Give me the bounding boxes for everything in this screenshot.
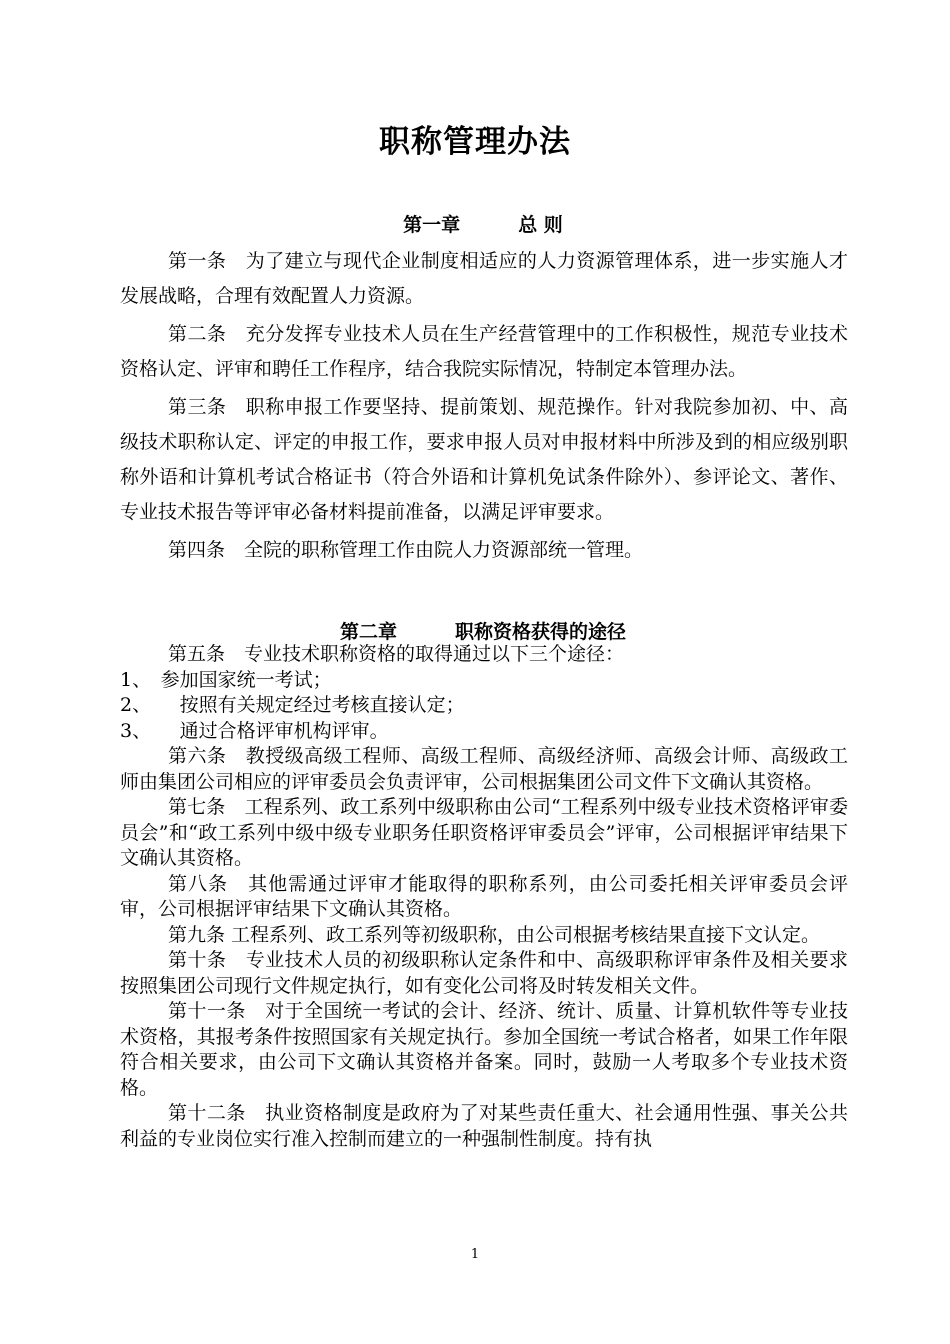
article-3: 第三条 职称申报工作要坚持、提前策划、规范操作。针对我院参加初、中、高级技术职称认定、评定的申报工作，要求申报人员对申报材料中所涉及到的相应级别职称外语和计算机考试合格证书（符合外语和计算机免试条件除外）、参评论文、著作、专业技术报告等评审必备材料提前准备，以满足评审要求。: [120, 396, 848, 523]
article-9: 第九条 工程系列、政工系列等初级职称，由公司根据考核结果直接下文认定。: [168, 923, 821, 946]
chapter-2-number: 第二章: [339, 621, 397, 643]
page-number: 1: [470, 1247, 480, 1262]
chapter-2-body: [120, 642, 848, 1152]
document-title: 职称管理办法: [379, 124, 571, 160]
article-6: 第六条 教授级高级工程师、高级工程师、高级经济师、高级会计师、高级政工师由集团公司相应的评审委员会负责评审，公司根据集团公司文件下文确认其资格。: [120, 745, 848, 793]
article-4: 第四条 全院的职称管理工作由院人力资源部统一管理。: [168, 539, 644, 561]
chapter-2-name: 职称资格获得的途径: [455, 621, 627, 643]
article-5: 第五条 专业技术职称资格的取得通过以下三个途径：: [168, 643, 625, 665]
route-item-2: 2、 按照有关规定经过考核直接认定；: [120, 694, 465, 716]
article-10: 第十条 专业技术人员的初级职称认定条件和中、高级职称评审条件及相关要求按照集团公司现行文件规定执行，如有变化公司将及时转发相关文件。: [120, 949, 848, 997]
article-1: 第一条 为了建立与现代企业制度相适应的人力资源管理体系，进一步实施人才发展战略，合理有效配置人力资源。: [120, 250, 848, 307]
article-2: 第二条 充分发挥专业技术人员在生产经营管理中的工作积极性，规范专业技术资格认定、评审和聘任工作程序，结合我院实际情况，特制定本管理办法。: [120, 323, 848, 380]
chapter-1-body: [120, 244, 848, 571]
article-11: 第十一条 对于全国统一考试的会计、经济、统计、质量、计算机软件等专业技术资格，其报考条件按照国家有关规定执行。参加全国统一考试合格者，如果工作年限符合相关要求，由公司下文确认其资格并备案。同时，鼓励一人考取多个专业技术资格。: [120, 1000, 848, 1099]
article-8: 第八条 其他需通过评审才能取得的职称系列，由公司委托相关评审委员会评审，公司根据评审结果下文确认其资格。: [120, 872, 848, 920]
article-7: 第七条 工程系列、政工系列中级职称由公司“工程系列中级专业技术资格评审委员会”和“政工系列中级中级专业职务任职资格评审委员会”评审，公司根据评审结果下文确认其资格。: [120, 796, 848, 869]
chapter-1-name: 总 则: [518, 214, 563, 236]
chapter-1-heading: [118, 211, 848, 239]
route-item-3: 3、 通过合格评审机构评审。: [120, 719, 389, 742]
chapter-1-number: 第一章: [403, 214, 461, 236]
route-item-1: 1、 参加国家统一考试；: [120, 668, 332, 691]
article-12: 第十二条 执业资格制度是政府为了对某些责任重大、社会通用性强、事关公共利益的专业岗位实行准入控制而建立的一种强制性制度。持有执: [120, 1102, 848, 1150]
